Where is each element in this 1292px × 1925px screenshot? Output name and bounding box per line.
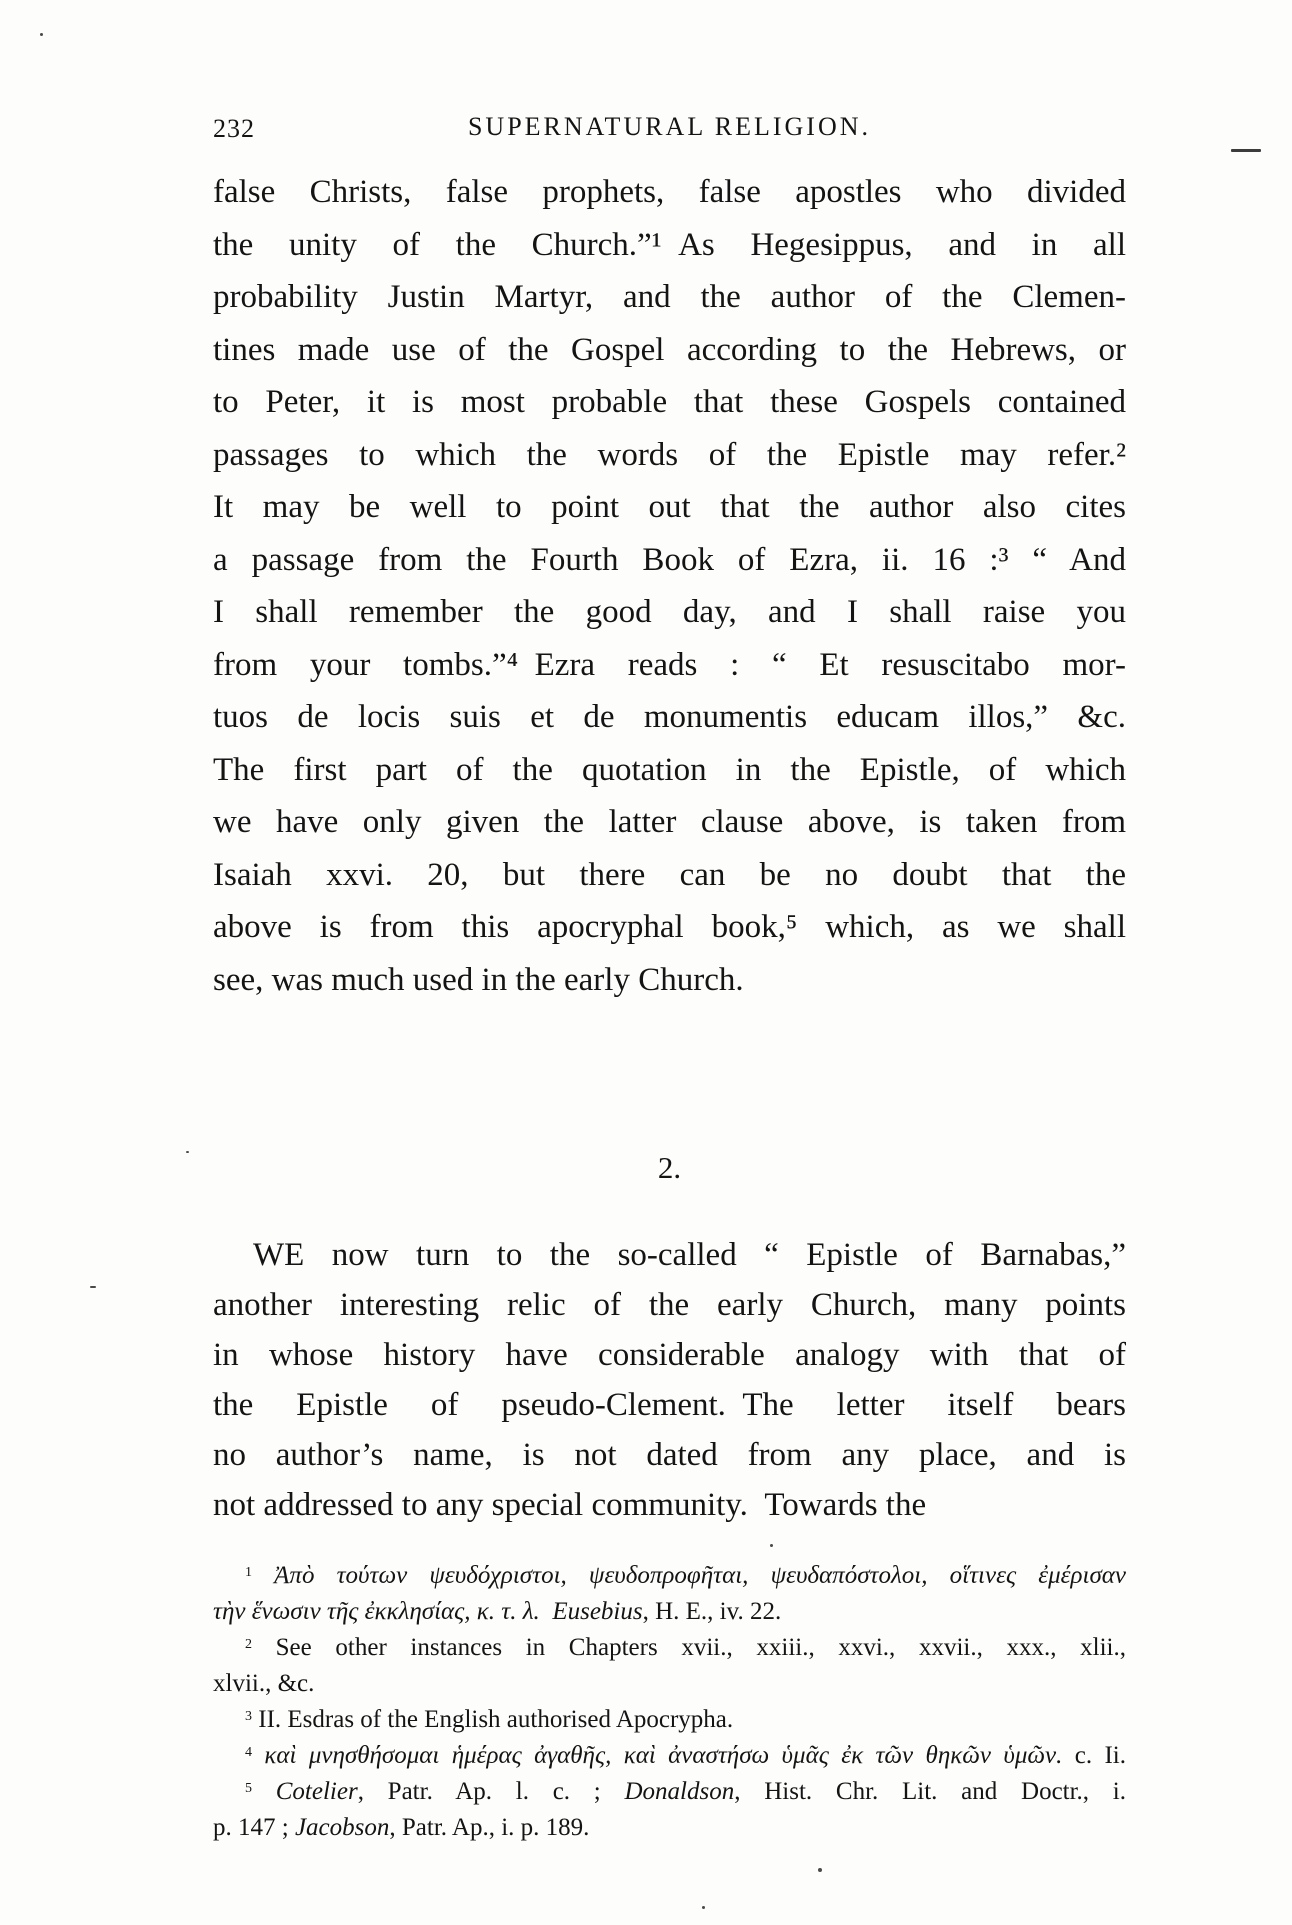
text-line: the Epistle of pseudo-Clement. The letter itself bears bbox=[213, 1387, 1126, 1423]
footnote-greek-text: καὶ μνησθήσομαι ἡμέρας ἀγαθῆς, καὶ ἀναστήσω ὑμᾶς ἐκ τῶν θηκῶν ὑμῶν. bbox=[264, 1742, 1063, 1769]
section-number-heading: 2. bbox=[657, 1150, 682, 1185]
footnote-author: Donaldson bbox=[624, 1778, 735, 1805]
page-number: 232 bbox=[213, 114, 255, 143]
footnote-text: See other instances in Chapters xvii., xxiii., xxvi., xxvii., xxx., xlii., bbox=[275, 1634, 1126, 1661]
text-line: not addressed to any special community. Towards the bbox=[213, 1487, 927, 1523]
scan-speck bbox=[90, 1286, 96, 1288]
footnote-1-line-2 bbox=[213, 1594, 1126, 1630]
text-line: tuos de locis suis et de monumentis educam illos,” &c. bbox=[213, 699, 1126, 735]
text-line: a passage from the Fourth Book of Ezra, ii. 16 :³ “ And bbox=[213, 541, 1126, 578]
text-line: see, was much used in the early Church. bbox=[213, 961, 744, 998]
footnote-ref: , Patr. Ap., i. p. 189. bbox=[389, 1814, 590, 1841]
footnotes-block bbox=[213, 1558, 1126, 1846]
text-line: no author’s name, is not dated from any place, and is bbox=[213, 1437, 1126, 1473]
footnote-ref: , Hist. Chr. Lit. and Doctr., i. bbox=[734, 1778, 1126, 1805]
footnote-marker: 2 bbox=[245, 1637, 252, 1652]
footnote-4 bbox=[213, 1738, 1126, 1774]
text-line: WE now turn to the so-called “ Epistle of Barnabas,” bbox=[253, 1237, 1126, 1273]
running-title: SUPERNATURAL RELIGION. bbox=[467, 112, 872, 141]
footnote-2-line-2: xlvii., &c. bbox=[213, 1670, 315, 1697]
text-line: probability Justin Martyr, and the author of the Clemen- bbox=[213, 279, 1126, 315]
footnote-chapter-ref: c. Ii. bbox=[1062, 1742, 1127, 1769]
footnote-text: II. Esdras of the English authorised Apocrypha. bbox=[258, 1706, 734, 1733]
page-header bbox=[213, 112, 1126, 146]
footnote-2-line-1 bbox=[213, 1630, 1126, 1666]
footnote-5-line-2 bbox=[213, 1810, 1126, 1846]
scan-speck bbox=[186, 1151, 189, 1153]
footnote-marker: 5 bbox=[245, 1781, 252, 1796]
text-line: It may be well to point out that the author also cites bbox=[213, 489, 1126, 525]
scan-artifact-dash bbox=[1231, 149, 1261, 152]
footnote-3 bbox=[213, 1702, 1126, 1738]
paragraph-1 bbox=[213, 166, 1126, 1006]
text-line: above is from this apocryphal book,⁵ which, as we shall bbox=[213, 909, 1126, 945]
footnote-marker: 4 bbox=[245, 1745, 252, 1760]
footnote-5-line-1 bbox=[213, 1774, 1126, 1810]
footnote-marker: 1 bbox=[245, 1565, 252, 1580]
text-line: The first part of the quotation in the Epistle, of which bbox=[213, 751, 1126, 788]
footnote-ref: , Patr. Ap. l. c. ; bbox=[357, 1778, 625, 1805]
scan-speck bbox=[40, 33, 43, 36]
text-line: in whose history have considerable analogy with that of bbox=[213, 1337, 1126, 1373]
scan-speck bbox=[702, 1906, 705, 1909]
text-line: another interesting relic of the early Church, many points bbox=[213, 1287, 1126, 1323]
text-line: we have only given the latter clause above, is taken from bbox=[213, 804, 1126, 840]
footnote-source-name: Eusebius bbox=[552, 1598, 643, 1625]
text-line: from your tombs.”⁴ Ezra reads : “ Et resuscitabo mor- bbox=[213, 646, 1126, 683]
footnote-marker: 3 bbox=[245, 1709, 252, 1724]
footnote-author: Jacobson bbox=[294, 1814, 390, 1841]
footnote-ref: p. 147 ; bbox=[213, 1814, 295, 1841]
scan-speck bbox=[818, 1868, 822, 1872]
text-line: Isaiah xxvi. 20, but there can be no doubt that the bbox=[213, 856, 1126, 893]
footnote-1-line-1 bbox=[213, 1558, 1126, 1594]
footnote-greek-text: Ἀπὸ τούτων ψευδόχριστοι, ψευδοπροφῆται, ψευδαπόστολοι, οἵτινες ἐμέρισαν bbox=[274, 1562, 1126, 1589]
text-line: tines made use of the Gospel according to the Hebrews, or bbox=[213, 331, 1126, 368]
text-line: to Peter, it is most probable that these Gospels contained bbox=[213, 384, 1126, 420]
paragraph-2 bbox=[213, 1230, 1126, 1530]
text-line: I shall remember the good day, and I shall raise you bbox=[213, 594, 1126, 630]
text-line: the unity of the Church.”¹ As Hegesippus, and in all bbox=[213, 226, 1126, 263]
text-line: passages to which the words of the Epistle may refer.² bbox=[213, 436, 1126, 473]
text-line: false Christs, false prophets, false apostles who divided bbox=[213, 174, 1126, 210]
scan-speck bbox=[770, 1544, 773, 1547]
footnote-greek-text: τὴν ἕνωσιν τῆς ἐκκλησίας, κ. τ. λ. bbox=[213, 1598, 553, 1625]
footnote-source-ref: , H. E., iv. 22. bbox=[642, 1598, 782, 1625]
footnote-author: Cotelier bbox=[275, 1778, 358, 1805]
